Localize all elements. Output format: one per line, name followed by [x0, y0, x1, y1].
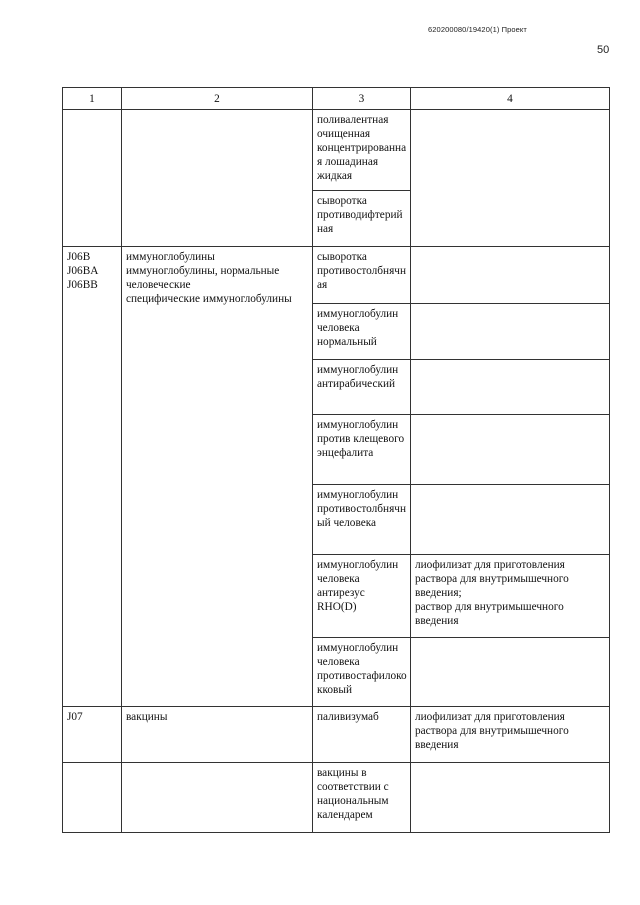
document-id: 620200080/19420(1) Проект	[428, 25, 527, 34]
form-cell	[411, 485, 610, 555]
column-header-3: 3	[313, 88, 411, 110]
code-cell	[63, 763, 122, 833]
form-line: раствор для внутримышечного введения	[415, 601, 564, 627]
group-name: иммуноглобулины	[126, 251, 215, 263]
name-cell	[122, 763, 313, 833]
table-row	[63, 763, 610, 833]
drug-cell: иммуноглобулин человека антирезус RHO(D)	[313, 555, 411, 638]
drug-cell: иммуноглобулин человека нормальный	[313, 304, 411, 360]
drug-cell: иммуноглобулин антирабический	[313, 360, 411, 415]
drug-cell: иммуноглобулин против клещевого энцефалита	[313, 415, 411, 485]
form-cell	[411, 638, 610, 707]
atc-code: J06BB	[67, 279, 98, 291]
form-cell	[411, 110, 610, 247]
form-cell	[411, 247, 610, 304]
atc-code: J06BA	[67, 265, 99, 277]
drug-cell: паливизумаб	[313, 707, 411, 763]
group-name: иммуноглобулины, нормальные человеческие	[126, 265, 280, 291]
form-cell	[411, 304, 610, 360]
drug-cell: сыворотка противодифтерийная	[313, 191, 411, 247]
drug-cell: иммуноглобулин противостолбнячный человека	[313, 485, 411, 555]
name-cell	[122, 247, 313, 707]
name-cell: вакцины	[122, 707, 313, 763]
code-cell: J07	[63, 707, 122, 763]
column-header-1: 1	[63, 88, 122, 110]
form-cell	[411, 555, 610, 638]
form-cell	[411, 763, 610, 833]
form-cell	[411, 415, 610, 485]
column-header-4: 4	[411, 88, 610, 110]
table-row	[63, 247, 610, 304]
table-header-row	[63, 88, 610, 110]
column-header-2: 2	[122, 88, 313, 110]
table-row	[63, 707, 610, 763]
drug-table	[62, 87, 610, 833]
code-cell	[63, 247, 122, 707]
drug-cell: поливалентная очищенная концентрированная лошадиная жидкая	[313, 110, 411, 191]
table-row	[63, 110, 610, 191]
form-line: лиофилизат для приготовления раствора для внутримышечного введения;	[415, 559, 569, 599]
code-cell	[63, 110, 122, 247]
drug-cell: иммуноглобулин человека противостафилококковый	[313, 638, 411, 707]
atc-code: J06B	[67, 251, 91, 263]
page-number: 50	[597, 44, 610, 56]
form-cell	[411, 360, 610, 415]
drug-cell: сыворотка противостолбнячная	[313, 247, 411, 304]
name-cell	[122, 110, 313, 247]
group-name: специфические иммуноглобулины	[126, 293, 292, 305]
form-cell: лиофилизат для приготовления раствора для внутримышечного введения	[411, 707, 610, 763]
drug-cell: вакцины в соответствии с национальным календарем	[313, 763, 411, 833]
